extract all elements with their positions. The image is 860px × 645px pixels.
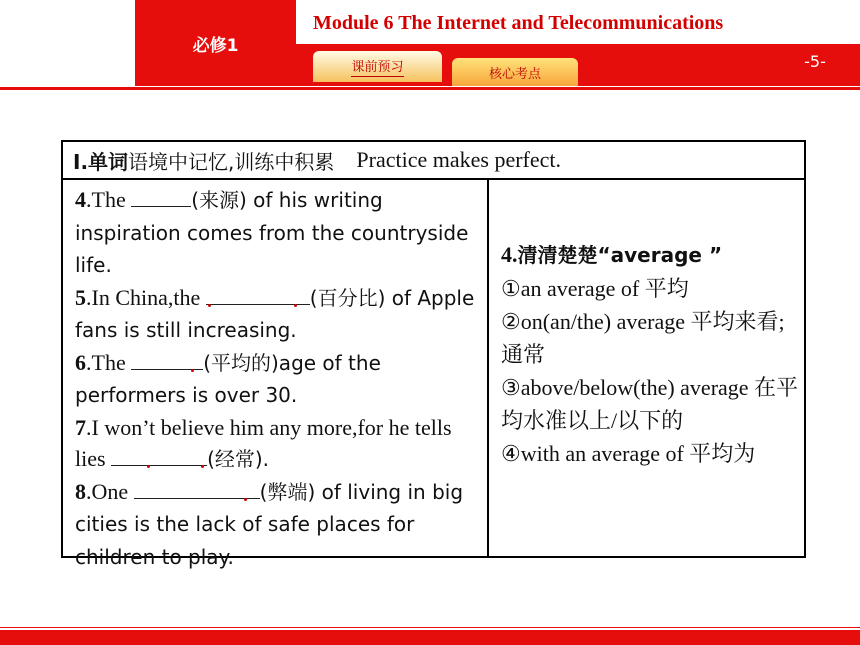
- section-title: 语境中记忆,训练中积累: [128, 149, 335, 174]
- answer-blank-8[interactable]: [134, 480, 260, 499]
- note-item: ①an average of 平均: [501, 276, 689, 301]
- answer-blank-6[interactable]: [131, 351, 203, 370]
- course-badge: 必修1: [135, 0, 296, 86]
- notes-column: [489, 180, 804, 556]
- note-item: ③above/below(the) average 在平均水准以上/以下的: [501, 375, 799, 433]
- exercise-box: [61, 140, 806, 569]
- note-item: ②on(an/the) average 平均来看;通常: [501, 309, 785, 367]
- question-6: 6.The (平均的)age of the performers is over 30.: [75, 349, 381, 407]
- section-title-bold: Ⅰ.单词: [73, 149, 129, 174]
- question-5: 5.In China,the (百分比) of Apple fans is still increasing.: [75, 284, 475, 342]
- page-number: -5-: [804, 52, 826, 71]
- questions-column: [63, 180, 489, 569]
- tab-preview-label: 课前预习: [351, 56, 403, 77]
- footer-line: [0, 627, 860, 628]
- answer-blank-7[interactable]: [111, 447, 207, 466]
- section-heading: [63, 142, 804, 180]
- tab-core-points[interactable]: [452, 58, 578, 86]
- tab-core-points-label: 核心考点: [488, 66, 541, 82]
- answer-blank-4[interactable]: [131, 188, 191, 207]
- question-4: 4.The (来源) of his writing inspiration comes from the countryside life.: [75, 187, 469, 277]
- question-7: 7.I won’t believe him any more,for he tells lies (经常).: [75, 414, 452, 471]
- notes-title: 4.清清楚楚“average ”: [501, 242, 723, 267]
- section-motto: Practice makes perfect.: [356, 147, 562, 172]
- tab-preview[interactable]: [313, 51, 442, 82]
- answer-blank-5[interactable]: [206, 286, 310, 305]
- header-divider: [0, 87, 860, 90]
- module-title: Module 6 The Internet and Telecommunications: [313, 12, 724, 34]
- note-item: ④with an average of 平均为: [501, 441, 756, 466]
- question-8: 8.One (弊端) of living in big cities is the lack of safe places for children to play.: [75, 478, 464, 569]
- footer-bar: [0, 630, 860, 645]
